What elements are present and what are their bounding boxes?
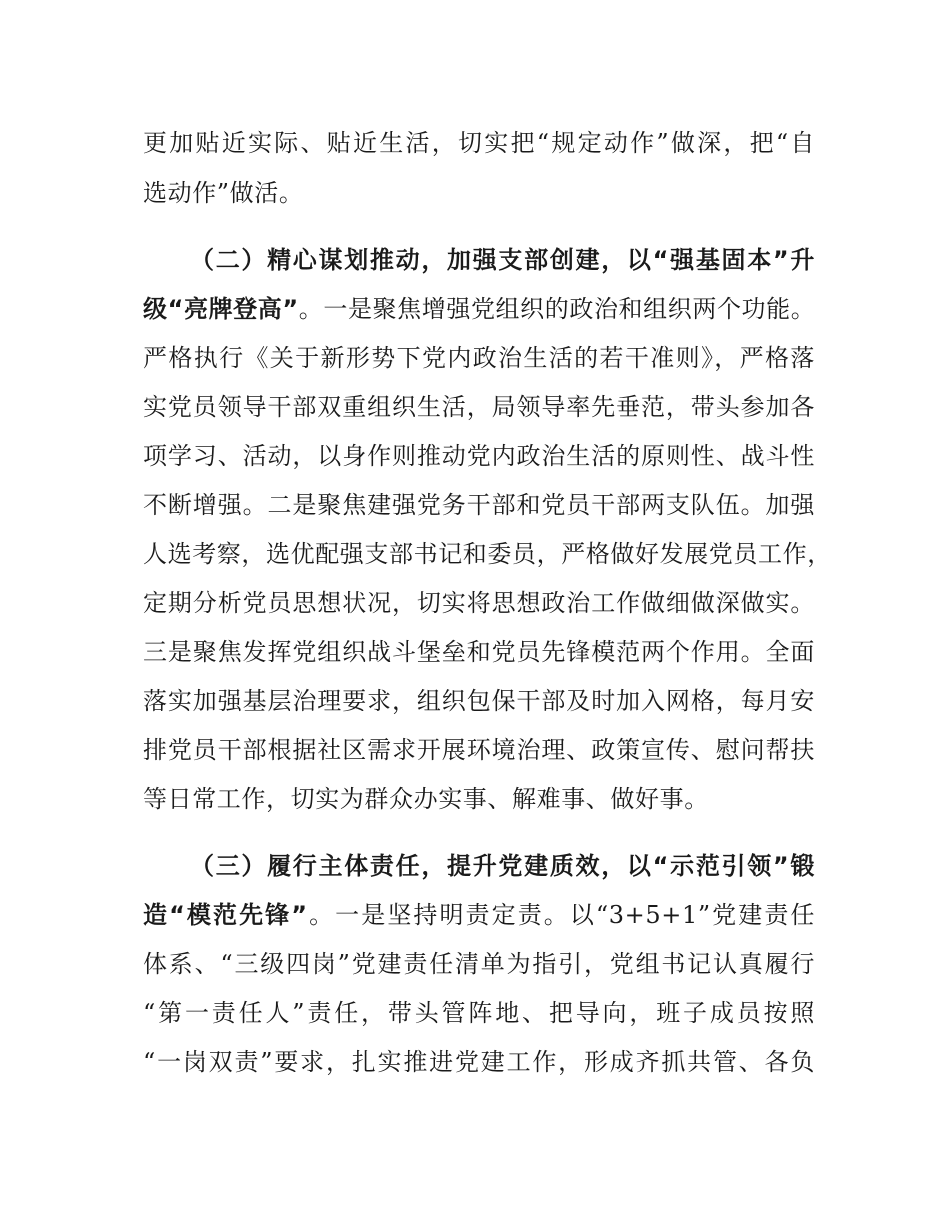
- body-text: “第一责任人”责任，带头管阵地、把导向，班子成员按照: [143, 999, 815, 1027]
- body-text: 选动作”做活。: [143, 179, 304, 207]
- text-line: [190, 851, 815, 881]
- text-line: [143, 735, 815, 765]
- bold-heading-text: （二）精心谋划推动，加强支部创建，以“强基固本”升: [190, 246, 815, 274]
- text-line: [143, 949, 815, 979]
- text-line: [143, 178, 815, 208]
- body-text: 。一是聚焦增强党组织的政治和组织两个功能。: [298, 295, 816, 323]
- bold-heading-text: 造“模范先锋”: [143, 901, 308, 929]
- body-text: 排党员干部根据社区需求开展环境治理、政策宣传、慰问帮扶: [143, 736, 815, 764]
- text-line: [143, 343, 815, 373]
- body-text: 不断增强。二是聚焦建强党务干部和党员干部两支队伍。加强: [143, 491, 815, 519]
- body-text: 严格执行《关于新形势下党内政治生活的若干准则》，严格落: [143, 344, 815, 372]
- body-text: 三是聚焦发挥党组织战斗堡垒和党员先锋模范两个作用。全面: [143, 638, 815, 666]
- bold-heading-text: 级“亮牌登高”: [143, 295, 299, 323]
- body-text: 落实加强基层治理要求，组织包保干部及时加入网格，每月安: [143, 687, 815, 715]
- text-line: [143, 588, 815, 618]
- body-text: 定期分析党员思想状况，切实将思想政治工作做细做深做实。: [143, 589, 815, 617]
- text-line: [143, 128, 815, 158]
- body-text: “一岗双责”要求，扎实推进党建工作，形成齐抓共管、各负: [143, 1048, 815, 1076]
- text-line: [143, 784, 815, 814]
- text-line: [143, 392, 815, 422]
- text-line: [143, 686, 815, 716]
- body-text: 项学习、活动，以身作则推动党内政治生活的原则性、战斗性: [143, 442, 815, 470]
- body-text: 体系、“三级四岗”党建责任清单为指引，党组书记认真履行: [143, 950, 815, 978]
- text-line: [190, 245, 815, 275]
- body-text: 更加贴近实际、贴近生活，切实把“规定动作”做深，把“自: [143, 129, 815, 157]
- bold-heading-text: （三）履行主体责任，提升党建质效，以“示范引领”锻: [190, 852, 815, 880]
- text-line: [143, 441, 815, 471]
- body-text: 人选考察，选优配强支部书记和委员，严格做好发展党员工作，: [143, 540, 832, 568]
- text-line: [143, 998, 815, 1028]
- body-text: 等日常工作，切实为群众办实事、解难事、做好事。: [143, 785, 709, 813]
- body-text: 实党员领导干部双重组织生活，局领导率先垂范，带头参加各: [143, 393, 815, 421]
- text-line: [143, 490, 815, 520]
- text-line: [143, 539, 832, 569]
- text-line: [143, 900, 815, 930]
- text-line: [143, 294, 815, 324]
- text-line: [143, 637, 815, 667]
- text-line: [143, 1047, 815, 1077]
- body-text: 。一是坚持明责定责。以“3+5+1”党建责任: [307, 901, 815, 929]
